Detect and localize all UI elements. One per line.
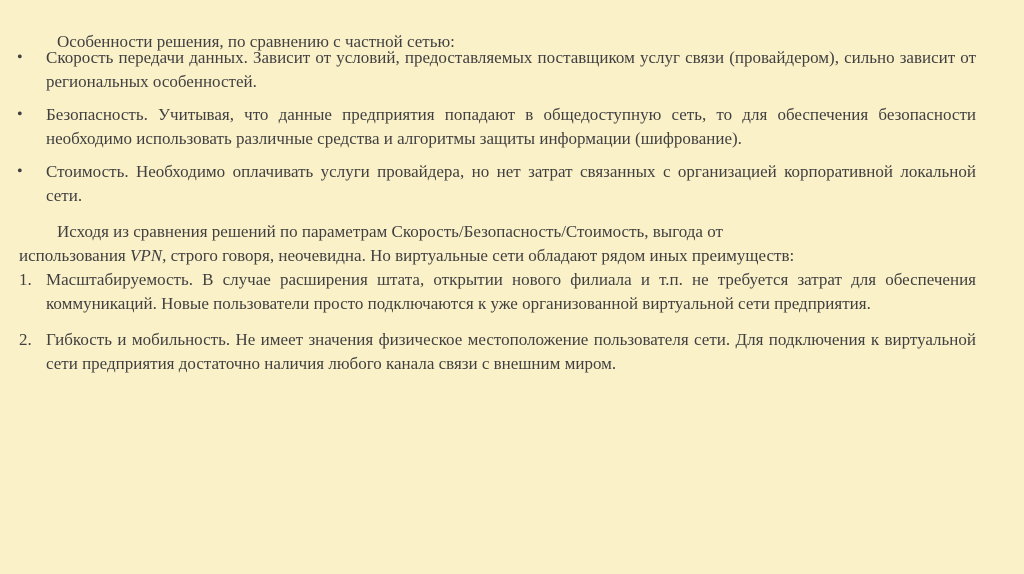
bullet-dot-icon: • xyxy=(17,163,23,180)
summary-line-1: Исходя из сравнения решений по параметрам Скорость/Безопасность/Стоимость, выгода от xyxy=(57,222,723,241)
summary-text-pre: использования xyxy=(19,246,130,265)
bullet-item-security xyxy=(0,103,1024,151)
numbered-text: Гибкость и мобильность. Не имеет значения физическое местоположение пользователя сети. Для подключения к виртуальной сети предприятия достаточно наличия любого канала связи с внешним миром. xyxy=(46,330,976,373)
bullet-text: Стоимость. Необходимо оплачивать услуги провайдера, но нет затрат связанных с организацией корпоративной локальной сети. xyxy=(46,162,976,205)
intro-heading: Особенности решения, по сравнению с частной сетью: xyxy=(57,32,455,51)
number-marker: 1. xyxy=(19,270,32,289)
number-marker: 2. xyxy=(19,330,32,349)
bullet-text: Скорость передачи данных. Зависит от условий, предоставляемых поставщиком услуг связи (провайдером), сильно зависит от региональных особенностей. xyxy=(46,48,976,91)
summary-text-post: , строго говоря, неочевидна. Но виртуальные сети обладают рядом иных преимуществ: xyxy=(162,246,795,265)
numbered-text: Масштабируемость. В случае расширения штата, открытии нового филиала и т.п. не требуется затрат для обеспечения коммуникаций. Новые пользователи просто подключаются к уже организованной виртуальной сети предприятия. xyxy=(46,270,976,313)
numbered-item-flexibility xyxy=(0,328,1024,376)
bullet-text: Безопасность. Учитывая, что данные предприятия попадают в общедоступную сеть, то для обеспечения безопасности необходимо использовать различные средства и алгоритмы защиты информации (шифрование). xyxy=(46,105,976,148)
summary-paragraph xyxy=(19,220,959,268)
vpn-term: VPN xyxy=(129,246,163,265)
numbered-list xyxy=(0,268,1024,388)
bullet-item-speed xyxy=(0,46,1024,94)
bullet-dot-icon: • xyxy=(17,106,23,123)
bullet-dot-icon: • xyxy=(17,49,23,66)
bullet-item-cost xyxy=(0,160,1024,208)
summary-line-2 xyxy=(19,244,959,268)
bullet-list xyxy=(0,46,1024,217)
numbered-item-scalability xyxy=(0,268,1024,316)
